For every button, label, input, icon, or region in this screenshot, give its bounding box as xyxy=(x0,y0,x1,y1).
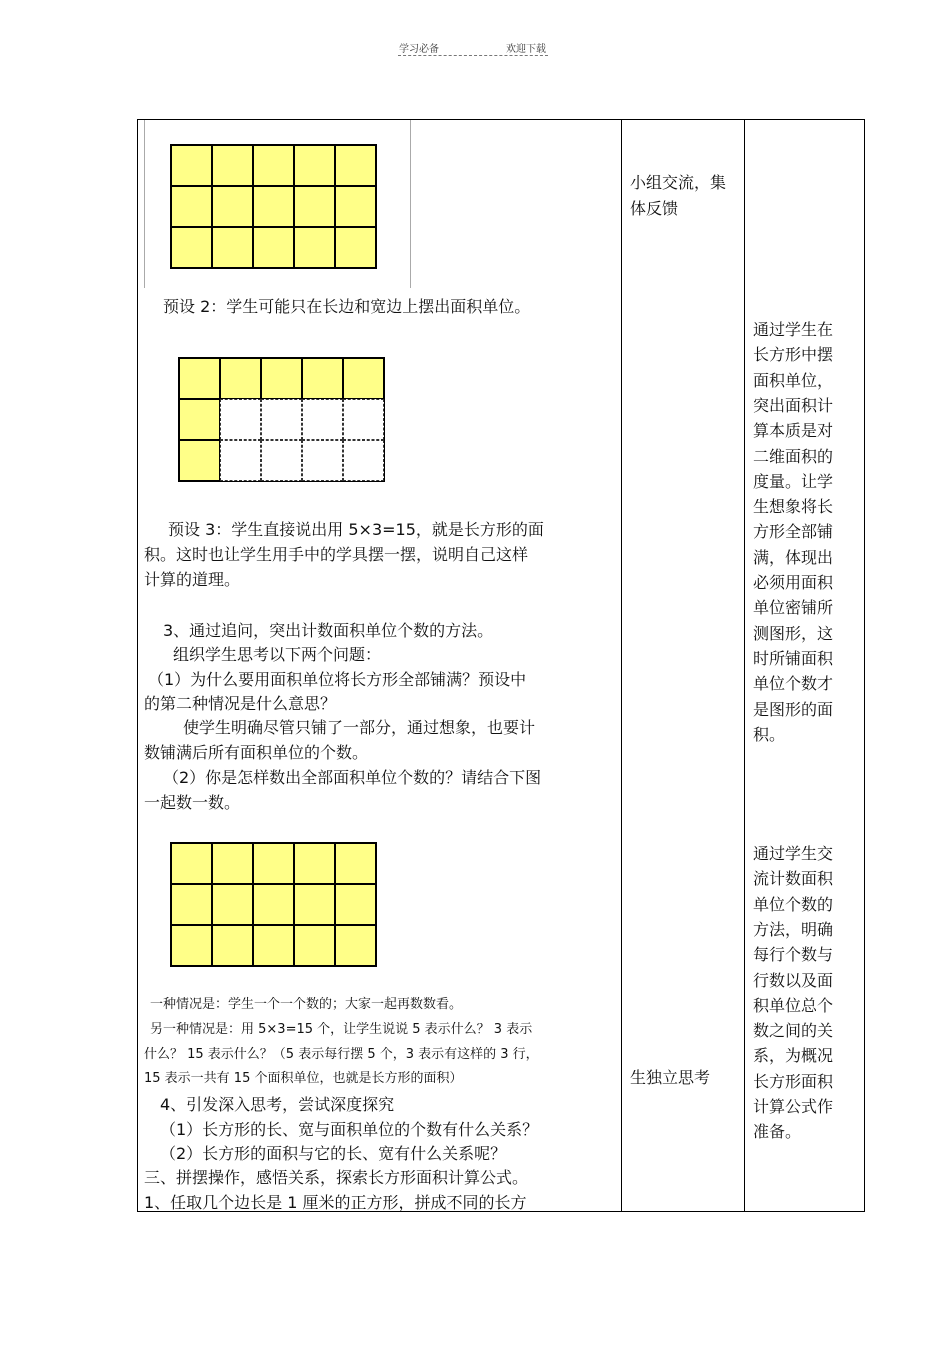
preset3-line1: 预设 3：学生直接说出用 5×3=15，就是长方形的面 xyxy=(168,520,544,539)
intent-line: 是图形的面 xyxy=(753,699,834,719)
note-line4: 15 表示一共有 15 个面积单位，也就是长方形的面积） xyxy=(144,1071,463,1086)
step3-line5: 使学生明确尽管只铺了一部分，通过想象，也要计 xyxy=(183,718,536,737)
preset3-line3: 计算的道理。 xyxy=(144,570,241,589)
full-grid-1 xyxy=(170,144,377,269)
intent-line: 行数以及面 xyxy=(753,970,834,990)
header-left: 学习必备 xyxy=(399,44,439,55)
student-column xyxy=(622,120,745,1212)
step3-line6: 数铺满后所有面积单位的个数。 xyxy=(144,743,369,762)
intent-line: 算本质是对 xyxy=(753,421,834,441)
intent-line: 积单位总个 xyxy=(753,995,834,1015)
note-line3: 什么？ 15 表示什么？（5 表示每行摆 5 个，3 表示有这样的 3 行， xyxy=(144,1047,539,1062)
step4-title: 4、引发深入思考，尝试深度探究 xyxy=(160,1095,395,1114)
imagined-square xyxy=(343,440,384,481)
unit-square xyxy=(179,399,220,440)
imagined-square xyxy=(302,440,343,481)
section3-title: 三、拼摆操作，感悟关系，探索长方形面积计算公式。 xyxy=(144,1168,529,1187)
intent-line: 长方形中摆 xyxy=(753,345,834,365)
imagined-square xyxy=(220,399,261,440)
intent-line: 系，为概况 xyxy=(753,1046,834,1066)
imagined-square xyxy=(343,399,384,440)
intent-line: 满，体现出 xyxy=(753,547,834,567)
intent-line: 二维面积的 xyxy=(753,446,834,466)
lesson-table xyxy=(137,119,865,1212)
intent-line: 流计数面积 xyxy=(753,869,834,889)
unit-square xyxy=(343,358,384,399)
intent-line: 度量。让学 xyxy=(753,471,834,491)
step4-q2: （2）长方形的面积与它的长、宽有什么关系呢？ xyxy=(160,1144,507,1163)
intent-line: 面积单位， xyxy=(753,370,834,390)
step3-title: 3、通过追问，突出计数面积单位个数的方法。 xyxy=(163,621,494,640)
intent-line: 单位个数的 xyxy=(753,894,834,914)
header-right: 欢迎下载 xyxy=(506,44,546,55)
intent-line: 时所铺面积 xyxy=(753,648,834,668)
intent-column xyxy=(745,120,865,1212)
imagined-square xyxy=(261,440,302,481)
intent-line: 每行个数与 xyxy=(753,945,834,965)
intent-line: 积。 xyxy=(753,724,786,744)
unit-square xyxy=(302,358,343,399)
step3-line3: （1）为什么要用面积单位将长方形全部铺满？预设中 xyxy=(148,670,527,689)
intent-line: 生想象将长 xyxy=(753,497,834,517)
imagined-square xyxy=(302,399,343,440)
note-line2: 另一种情况是：用 5×3=15 个，让学生说说 5 表示什么？ 3 表示 xyxy=(150,1022,533,1037)
full-grid-2 xyxy=(170,842,377,967)
intent-line: 数之间的关 xyxy=(753,1021,834,1041)
section3-step1: 1、任取几个边长是 1 厘米的正方形，拼成不同的长方 xyxy=(144,1193,527,1212)
unit-square xyxy=(179,440,220,481)
intent-line: 单位密铺所 xyxy=(753,598,834,618)
preset2-text: 预设 2：学生可能只在长边和宽边上摆出面积单位。 xyxy=(163,297,531,316)
intent-line: 方法，明确 xyxy=(753,919,834,939)
intent-line: 必须用面积 xyxy=(753,573,834,592)
step3-line4: 的第二种情况是什么意思？ xyxy=(144,694,337,713)
student-note2: 生独立思考 xyxy=(630,1068,711,1087)
imagined-square xyxy=(220,440,261,481)
student-note1-line2: 体反馈 xyxy=(630,199,679,218)
unit-square xyxy=(179,358,220,399)
step3-line7: （2）你是怎样数出全部面积单位个数的？请结合下图 xyxy=(163,768,542,787)
step3-line2: 组织学生思考以下两个问题： xyxy=(173,645,382,664)
intent-line: 长方形面积 xyxy=(753,1071,834,1091)
imagined-square xyxy=(261,399,302,440)
intent-line: 计算公式作 xyxy=(753,1097,834,1116)
preset3-line2: 积。这时也让学生用手中的学具摆一摆，说明自己这样 xyxy=(144,545,529,564)
header-rule xyxy=(398,55,548,56)
step3-line8: 一起数一数。 xyxy=(144,793,241,812)
unit-square xyxy=(261,358,302,399)
note-line1: 一种情况是：学生一个一个数的；大家一起再数数看。 xyxy=(150,997,463,1012)
intent-line: 测图形，这 xyxy=(753,623,834,643)
student-note1-line1: 小组交流，集 xyxy=(630,173,727,192)
intent-line: 方形全部铺 xyxy=(753,522,834,542)
activity-column xyxy=(138,120,622,1212)
intent-line: 单位个数才 xyxy=(753,674,834,694)
intent-line: 通过学生在 xyxy=(753,320,834,339)
intent-line: 通过学生交 xyxy=(753,844,834,863)
step4-q1: （1）长方形的长、宽与面积单位的个数有什么关系？ xyxy=(160,1120,539,1139)
intent-line: 突出面积计 xyxy=(753,395,834,415)
partial-grid xyxy=(178,357,385,482)
unit-square xyxy=(220,358,261,399)
intent-line: 准备。 xyxy=(753,1122,802,1142)
